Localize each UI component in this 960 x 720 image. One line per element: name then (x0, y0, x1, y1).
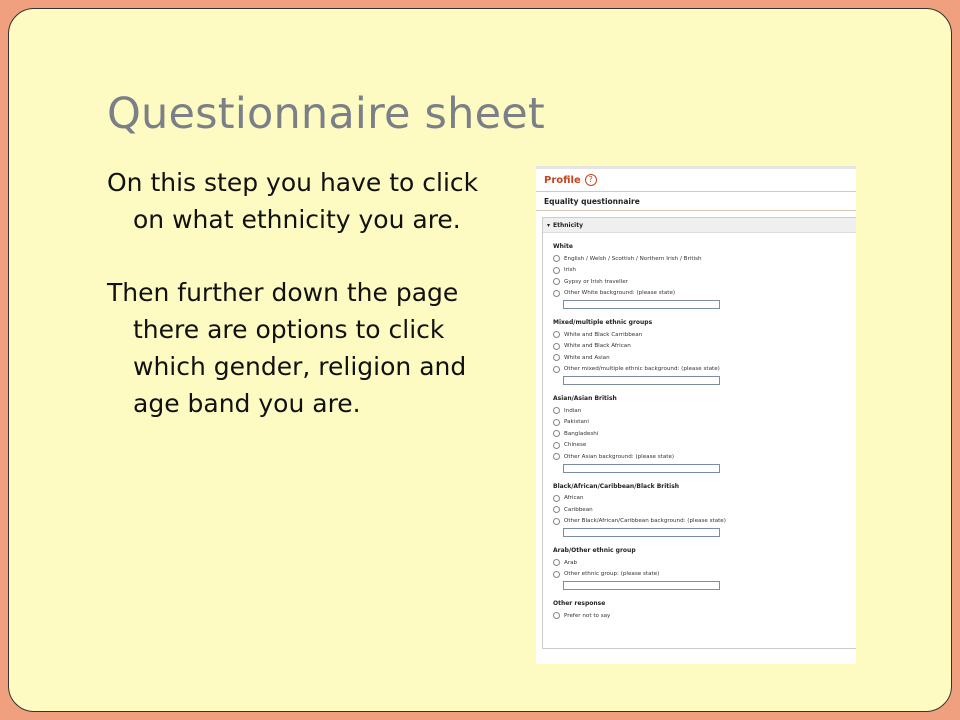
slide-body (107, 164, 497, 458)
radio-button[interactable] (553, 278, 560, 285)
radio-button[interactable] (553, 267, 560, 274)
option-label: Gypsy or Irish traveller (564, 278, 628, 285)
option-label: African (564, 495, 584, 502)
radio-option[interactable] (553, 569, 856, 581)
radio-button[interactable] (553, 453, 560, 460)
radio-button[interactable] (553, 442, 560, 449)
radio-button[interactable] (553, 518, 560, 525)
please-state-input[interactable] (563, 376, 720, 385)
please-state-input[interactable] (563, 581, 720, 590)
option-group (543, 395, 856, 473)
radio-option[interactable] (553, 504, 856, 516)
panel-title: Ethnicity (553, 221, 583, 229)
profile-title: Profile (544, 174, 581, 186)
radio-button[interactable] (553, 366, 560, 373)
radio-button[interactable] (553, 255, 560, 262)
radio-button[interactable] (553, 354, 560, 361)
radio-button[interactable] (553, 430, 560, 437)
option-label: White and Black African (564, 343, 631, 350)
radio-button[interactable] (553, 343, 560, 350)
option-label: Irish (564, 267, 576, 274)
radio-option[interactable] (553, 610, 856, 622)
slide (8, 8, 952, 712)
questionnaire-subtitle: Equality questionnaire (536, 192, 856, 211)
option-group (543, 547, 856, 590)
option-group (543, 600, 856, 622)
radio-option[interactable] (553, 288, 856, 300)
please-state-input[interactable] (563, 464, 720, 473)
please-state-input[interactable] (563, 300, 720, 309)
radio-option[interactable] (553, 417, 856, 429)
radio-button[interactable] (553, 331, 560, 338)
radio-option[interactable] (553, 440, 856, 452)
radio-option[interactable] (553, 493, 856, 505)
ethnicity-panel (542, 217, 856, 649)
radio-button[interactable] (553, 407, 560, 414)
radio-option[interactable] (553, 265, 856, 277)
group-label: Other response (553, 600, 606, 607)
option-label: Chinese (564, 442, 587, 449)
radio-button[interactable] (553, 559, 560, 566)
collapse-icon[interactable]: ▾ (547, 221, 551, 229)
option-group (543, 243, 856, 309)
radio-option[interactable] (553, 341, 856, 353)
radio-option[interactable] (553, 516, 856, 528)
radio-button[interactable] (553, 571, 560, 578)
radio-button[interactable] (553, 495, 560, 502)
option-label: White and Black Carribbean (564, 331, 643, 338)
option-group (543, 319, 856, 385)
option-label: Pakistani (564, 419, 589, 426)
option-group (543, 483, 856, 538)
radio-option[interactable] (553, 557, 856, 569)
option-label: Other ethnic group: (please state) (564, 571, 660, 578)
slide-title: Questionnaire sheet (107, 89, 545, 139)
option-label: Other mixed/multiple ethnic background: (please state) (564, 366, 720, 373)
radio-option[interactable] (553, 253, 856, 265)
option-label: English / Welsh / Scottish / Northern Irish / British (564, 255, 702, 262)
group-label: Asian/Asian British (553, 395, 617, 402)
radio-option[interactable] (553, 428, 856, 440)
radio-option[interactable] (553, 364, 856, 376)
option-label: Prefer not to say (564, 612, 611, 619)
group-label: White (553, 243, 573, 250)
option-label: Other Black/African/Caribbean background: (please state) (564, 518, 726, 525)
ethnicity-panel-header[interactable] (543, 218, 856, 233)
radio-option[interactable] (553, 329, 856, 341)
radio-button[interactable] (553, 506, 560, 513)
paragraph-ethnicity: On this step you have to click on what ethnicity you are. (107, 168, 479, 234)
profile-header (536, 169, 856, 192)
option-label: Caribbean (564, 506, 593, 513)
radio-option[interactable] (553, 405, 856, 417)
radio-option[interactable] (553, 276, 856, 288)
group-label: Arab/Other ethnic group (553, 547, 636, 554)
group-label: Mixed/multiple ethnic groups (553, 319, 653, 326)
option-label: Bangladeshi (564, 430, 599, 437)
radio-button[interactable] (553, 290, 560, 297)
option-label: Indian (564, 407, 582, 414)
paragraph-further-options: Then further down the page there are options to click which gender, religion and age band you are. (107, 278, 467, 418)
group-label: Black/African/Caribbean/Black British (553, 482, 680, 490)
help-icon[interactable]: ? (585, 174, 597, 186)
option-label: Other White background: (please state) (564, 290, 676, 297)
please-state-input[interactable] (563, 528, 720, 537)
radio-button[interactable] (553, 612, 560, 619)
ethnicity-groups (543, 243, 856, 622)
option-label: Arab (564, 559, 578, 566)
radio-option[interactable] (553, 451, 856, 463)
radio-option[interactable] (553, 352, 856, 364)
radio-button[interactable] (553, 419, 560, 426)
option-label: Other Asian background: (please state) (564, 453, 675, 460)
option-label: White and Asian (564, 354, 610, 361)
questionnaire-screenshot (536, 166, 856, 664)
